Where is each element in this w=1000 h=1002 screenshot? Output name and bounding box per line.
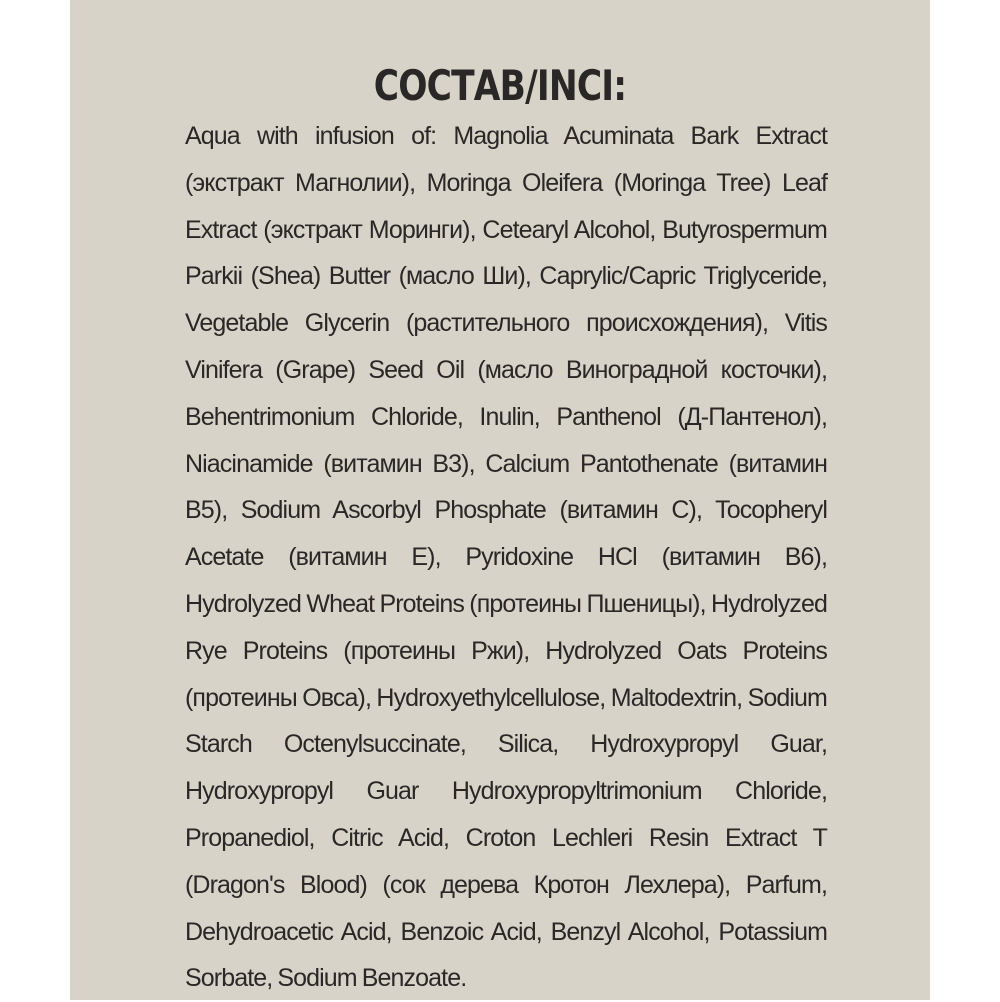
composition-heading: СОСТАВ/INCI: xyxy=(373,61,627,110)
ingredients-panel xyxy=(70,0,930,1000)
ingredients-list: Aqua with infusion of: Magnolia Acuminata Bark Extract (экстракт Магнолии), Moringa Oleifera (Moringa Tree) Leaf Extract (экстракт Моринги), Cetearyl Alcohol, Butyrospermum Parkii (Shea) Butter (масло Ши), Caprylic/Capric Triglyceride, Vegetable Glycerin (растительного происхождения), Vitis Vinifera (Grape) Seed Oil (масло Виноградной косточки), Behentrimonium Chloride, Inulin, Panthenol (Д-Пантенол), Niacinamide (витамин В3), Calcium Pantothenate (витамин В5), Sodium Ascorbyl Phosphate (витамин С), Tocopheryl Acetate (витамин Е), Pyridoxine HCl (витамин В6), Hydrolyzed Wheat Proteins (протеины Пшеницы), Hydrolyzed Rye Proteins (протеины Ржи), Hydrolyzed Oats Proteins (протеины Овса), Hydroxyethylcellulose, Maltodextrin, Sodium Starch Octenylsuccinate, Silica, Hydroxypropyl Guar, Hydroxypropyl Guar Hydroxypropyltrimonium Chloride, Propanediol, Citric Acid, Croton Lechleri Resin Extract T (Dragon's Blood) (сок дерева Кротон Лехлера), Parfum, Dehydroacetic Acid, Benzoic Acid, Benzyl Alcohol, Potassium Sorbate, Sodium Benzoate. xyxy=(185,122,827,993)
